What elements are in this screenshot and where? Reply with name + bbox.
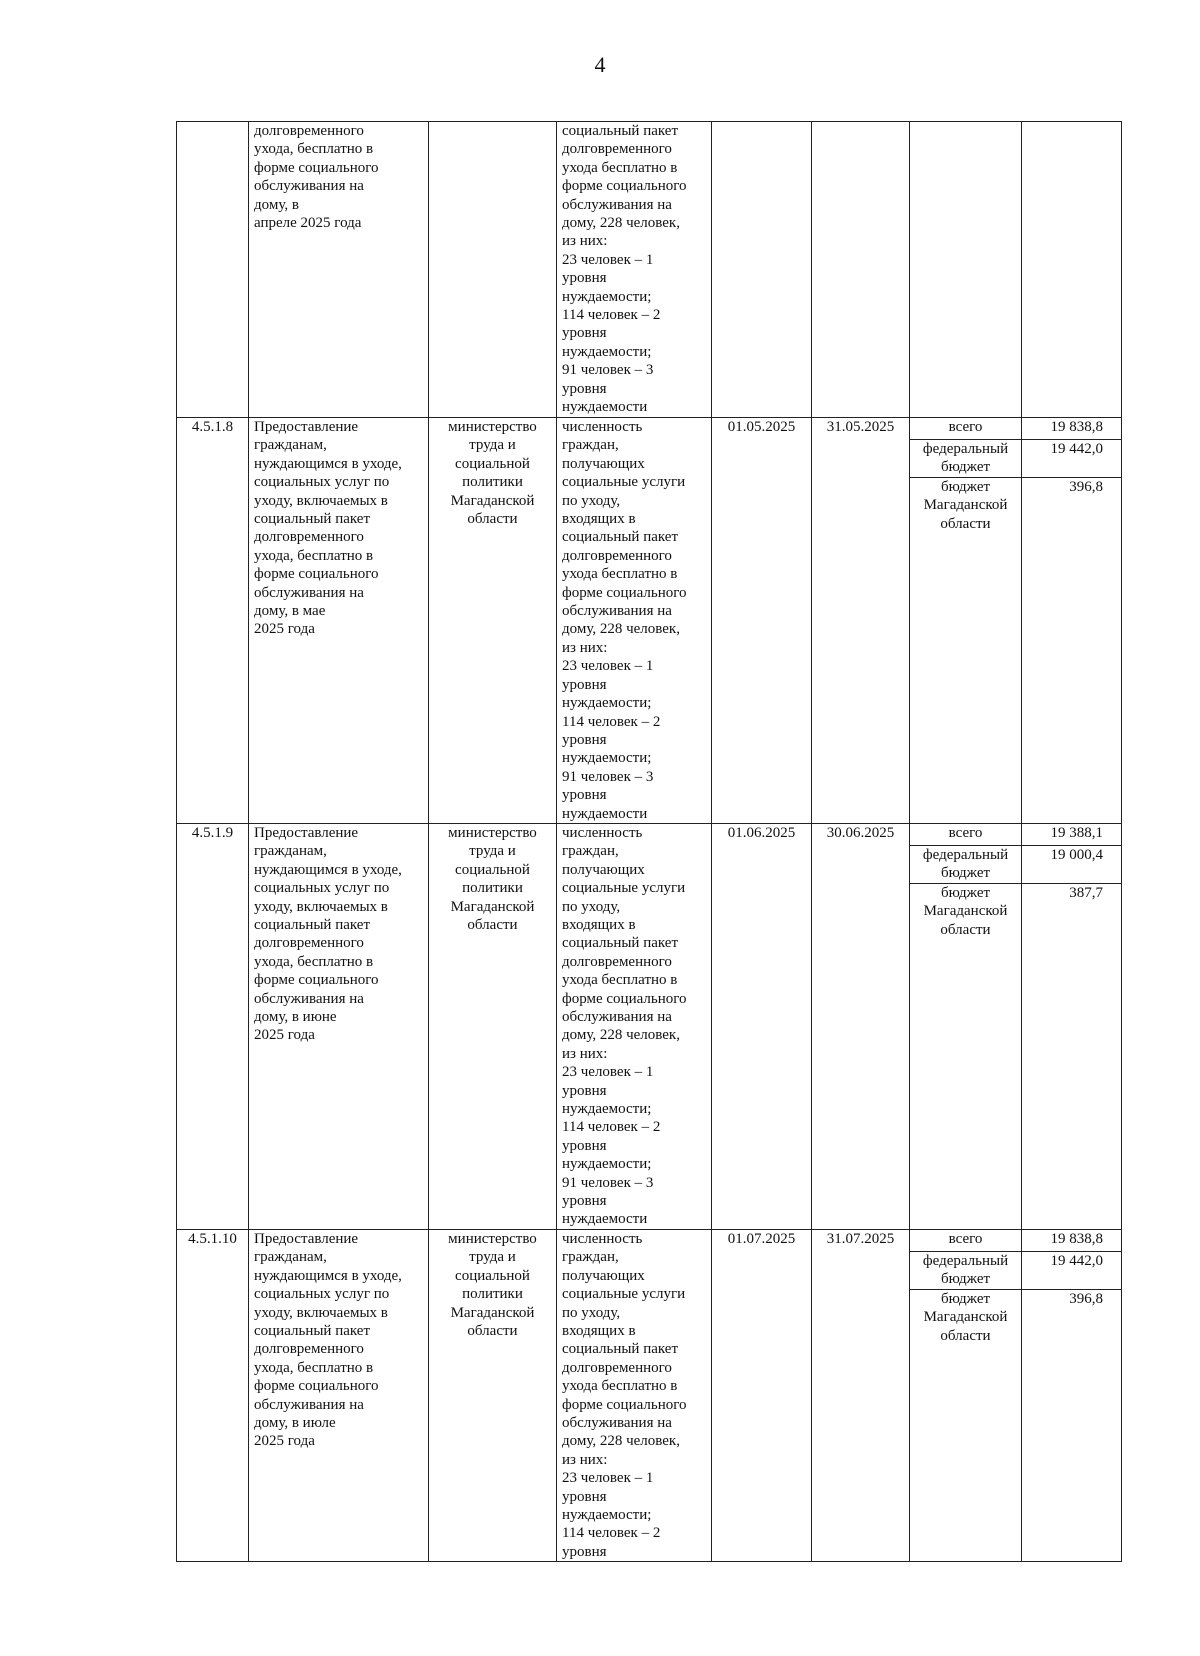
funding-source-total: всего: [910, 418, 1021, 440]
activity-name: Предоставление гражданам, нуждающимся в уходе, социальных услуг по уходу, включаемых в социальный пакет долговременного ухода, бесплатно в форме социального обслуживания на дому, в июне 2025 года: [249, 823, 429, 1229]
responsible-executor: министерство труда и социальной политики Магаданской области: [429, 823, 557, 1229]
responsible-executor: министерство труда и социальной политики Магаданской области: [429, 418, 557, 824]
table-row: [177, 1229, 1122, 1561]
funding-source-regional: бюджет Магаданской области: [923, 479, 1008, 532]
funding-source-federal: федеральный бюджет: [910, 440, 1021, 478]
funding-source-regional: бюджет Магаданской области: [923, 884, 1008, 938]
funding-source-federal: федеральный бюджет: [910, 846, 1021, 884]
funding-amount: [1022, 1229, 1122, 1561]
row-number: 4.5.1.10: [177, 1229, 249, 1561]
funding-source: [910, 418, 1022, 824]
amount-total: 19 838,8: [1022, 418, 1121, 440]
amount-total: 19 838,8: [1022, 1230, 1121, 1252]
end-date: 31.05.2025: [812, 418, 910, 824]
amount-total: 19 388,1: [1022, 824, 1121, 846]
end-date: 30.06.2025: [812, 823, 910, 1229]
table-row: [177, 418, 1122, 824]
result-indicator: социальный пакет долговременного ухода бесплатно в форме социального обслуживания на дому, 228 человек, из них: 23 человек – 1 уровня нуждаемости; 114 человек – 2 уровня нуждаемости; 91 человек – 3 уровня нуждаемости: [557, 122, 712, 418]
row-number: 4.5.1.9: [177, 823, 249, 1229]
funding-source-total: всего: [910, 1230, 1021, 1252]
start-date: 01.05.2025: [712, 418, 812, 824]
activity-name: долговременного ухода, бесплатно в форме социального обслуживания на дому, в апреле 2025 года: [249, 122, 429, 418]
start-date: 01.06.2025: [712, 823, 812, 1229]
amount-federal: 19 000,4: [1022, 846, 1121, 884]
amount-federal: 19 442,0: [1022, 1252, 1121, 1290]
result-indicator: численность граждан, получающих социальные услуги по уходу, входящих в социальный пакет долговременного ухода бесплатно в форме социального обслуживания на дому, 228 человек, из них: 23 человек – 1 уровня нуждаемости; 114 человек – 2 уровня нуждаемости; 91 человек – 3 уровня нуждаемости: [557, 418, 712, 824]
activity-name: Предоставление гражданам, нуждающимся в уходе, социальных услуг по уходу, включаемых в социальный пакет долговременного ухода, бесплатно в форме социального обслуживания на дому, в июле 2025 года: [249, 1229, 429, 1561]
row-number: [177, 122, 249, 418]
funding-source: [910, 823, 1022, 1229]
amount-regional: 387,7: [1069, 884, 1103, 901]
result-indicator: численность граждан, получающих социальные услуги по уходу, входящих в социальный пакет долговременного ухода бесплатно в форме социального обслуживания на дому, 228 человек, из них: 23 человек – 1 уровня нуждаемости; 114 человек – 2 уровня: [557, 1229, 712, 1561]
funding-source-total: всего: [910, 824, 1021, 846]
start-date: [712, 122, 812, 418]
responsible-executor: министерство труда и социальной политики Магаданской области: [429, 1229, 557, 1561]
funding-source: [910, 122, 1022, 418]
activities-table: [176, 121, 1122, 1562]
table-row: [177, 122, 1122, 418]
funding-amount: [1022, 122, 1122, 418]
end-date: [812, 122, 910, 418]
funding-amount: [1022, 418, 1122, 824]
page-number: 4: [594, 52, 606, 77]
amount-regional: 396,8: [1069, 1290, 1103, 1307]
row-number: 4.5.1.8: [177, 418, 249, 824]
activity-name: Предоставление гражданам, нуждающимся в уходе, социальных услуг по уходу, включаемых в социальный пакет долговременного ухода, бесплатно в форме социального обслуживания на дому, в мае 2025 года: [249, 418, 429, 824]
funding-amount: [1022, 823, 1122, 1229]
amount-regional: 396,8: [1069, 479, 1103, 495]
funding-source: [910, 1229, 1022, 1561]
funding-source-federal: федеральный бюджет: [910, 1252, 1021, 1290]
start-date: 01.07.2025: [712, 1229, 812, 1561]
result-indicator: численность граждан, получающих социальные услуги по уходу, входящих в социальный пакет долговременного ухода бесплатно в форме социального обслуживания на дому, 228 человек, из них: 23 человек – 1 уровня нуждаемости; 114 человек – 2 уровня нуждаемости; 91 человек – 3 уровня нуждаемости: [557, 823, 712, 1229]
funding-source-regional: бюджет Магаданской области: [923, 1290, 1008, 1344]
end-date: 31.07.2025: [812, 1229, 910, 1561]
amount-federal: 19 442,0: [1022, 440, 1121, 478]
table-row: [177, 823, 1122, 1229]
responsible-executor: [429, 122, 557, 418]
